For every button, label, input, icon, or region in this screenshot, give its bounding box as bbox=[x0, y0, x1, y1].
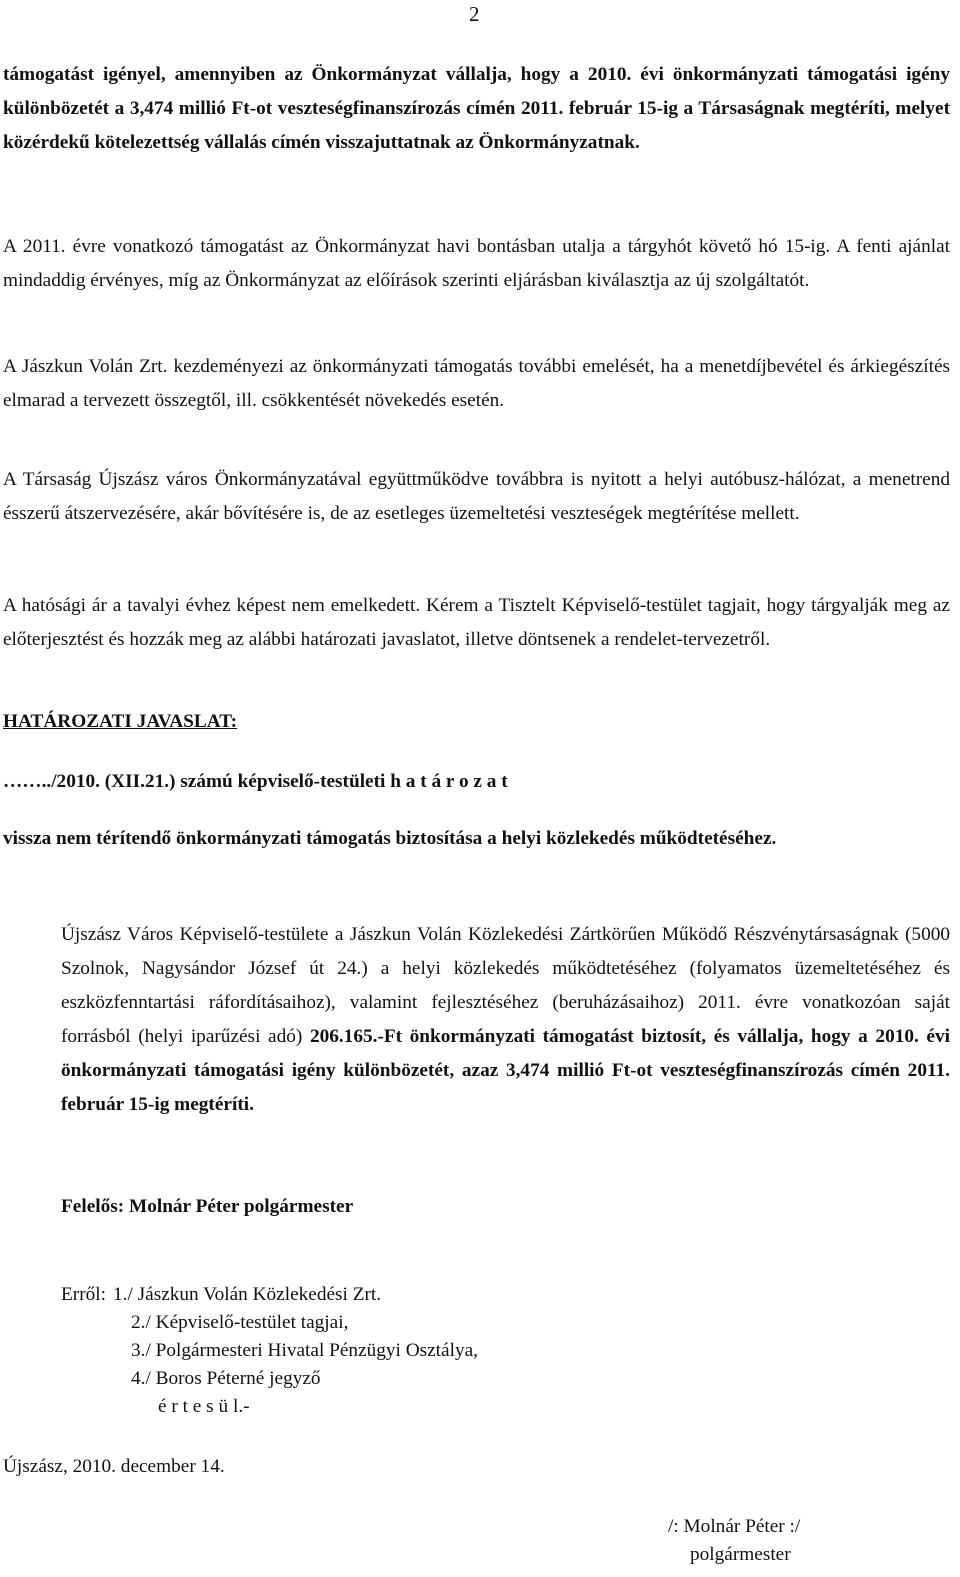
notify-footer: é r t e s ü l.- bbox=[158, 1396, 250, 1417]
notify-item: 4./ Boros Péterné jegyző bbox=[131, 1368, 321, 1389]
notify-label: Erről: bbox=[61, 1284, 106, 1305]
resolution-body-plain: Újszász Város Képviselő-testülete a Jászkun Volán Közlekedési Zártkörűen Működő Részvénytársaságnak (5000 Szolnok, Nagysándor József út 24.) a helyi közlekedés működtetéséhez (folyamatos üzemeltetéséhez és eszközfenntartási ráfordításaihoz), valamint fejlesztéséhez (beruházásaihoz) 2011. évre vonatkozóan saját forrásból (helyi iparűzési adó) bbox=[61, 924, 950, 1047]
responsible: Felelős: Molnár Péter polgármester bbox=[61, 1196, 354, 1217]
paragraph-2: A 2011. évre vonatkozó támogatást az Önkormányzat havi bontásban utalja a tárgyhót követő hó 15-ig. A fenti ajánlat mindaddig érvényes, míg az Önkormányzat az előírások szerinti eljárásban kiválasztja az új szolgáltatót. bbox=[3, 236, 950, 291]
signature-name: /: Molnár Péter :/ bbox=[668, 1516, 801, 1537]
paragraph-3: A Jászkun Volán Zrt. kezdeményezi az önkormányzati támogatás további emelését, ha a menetdíjbevétel és árkiegészítés elmarad a tervezett összegtől, ill. csökkentését növekedés esetén. bbox=[3, 356, 950, 411]
paragraph-4: A Társaság Újszász város Önkormányzatával együttműködve továbbra is nyitott a helyi autóbusz-hálózat, a menetrend ésszerű átszervezésére, akár bővítésére is, de az esetleges üzemeltetési veszteségek megtérítése mellett. bbox=[3, 469, 950, 524]
signature-title: polgármester bbox=[690, 1544, 791, 1565]
place-date: Újszász, 2010. december 14. bbox=[3, 1456, 225, 1477]
paragraph-1: támogatást igényel, amennyiben az Önkormányzat vállalja, hogy a 2010. évi önkormányzati támogatási igény különbözetét a 3,474 millió Ft-ot veszteségfinanszírozás címén 2011. február 15-ig a Társaságnak megtéríti, melyet közérdekű kötelezettség vállalás címén visszajuttatnak az Önkormányzatnak. bbox=[3, 64, 950, 153]
resolution-title: vissza nem térítendő önkormányzati támogatás biztosítása a helyi közlekedés működtetéséhez. bbox=[3, 828, 777, 849]
resolution-body-bold: 206.165.-Ft önkormányzati támogatást biztosít, és vállalja, hogy a 2010. évi önkormányzati támogatási igény különbözetét, azaz 3,474 millió Ft-ot veszteségfinanszírozás címén 2011. február 15-ig megtéríti. bbox=[61, 1026, 950, 1115]
notify-item: 3./ Polgármesteri Hivatal Pénzügyi Osztálya, bbox=[131, 1340, 478, 1361]
resolution-body bbox=[61, 918, 950, 1122]
heading: HATÁROZATI JAVASLAT: bbox=[3, 711, 238, 732]
resolution-number: ……../2010. (XII.21.) számú képviselő-testületi h a t á r o z a t bbox=[3, 771, 508, 792]
notify-item: 2./ Képviselő-testület tagjai, bbox=[131, 1312, 349, 1333]
paragraph-5: A hatósági ár a tavalyi évhez képest nem emelkedett. Kérem a Tisztelt Képviselő-testület tagjait, hogy tárgyalják meg az előterjesztést és hozzák meg az alábbi határozati javaslatot, illetve döntsenek a rendelet-tervezetről. bbox=[3, 595, 950, 650]
notify-item: 1./ Jászkun Volán Közlekedési Zrt. bbox=[113, 1284, 382, 1305]
page-number: 2 bbox=[469, 2, 480, 26]
